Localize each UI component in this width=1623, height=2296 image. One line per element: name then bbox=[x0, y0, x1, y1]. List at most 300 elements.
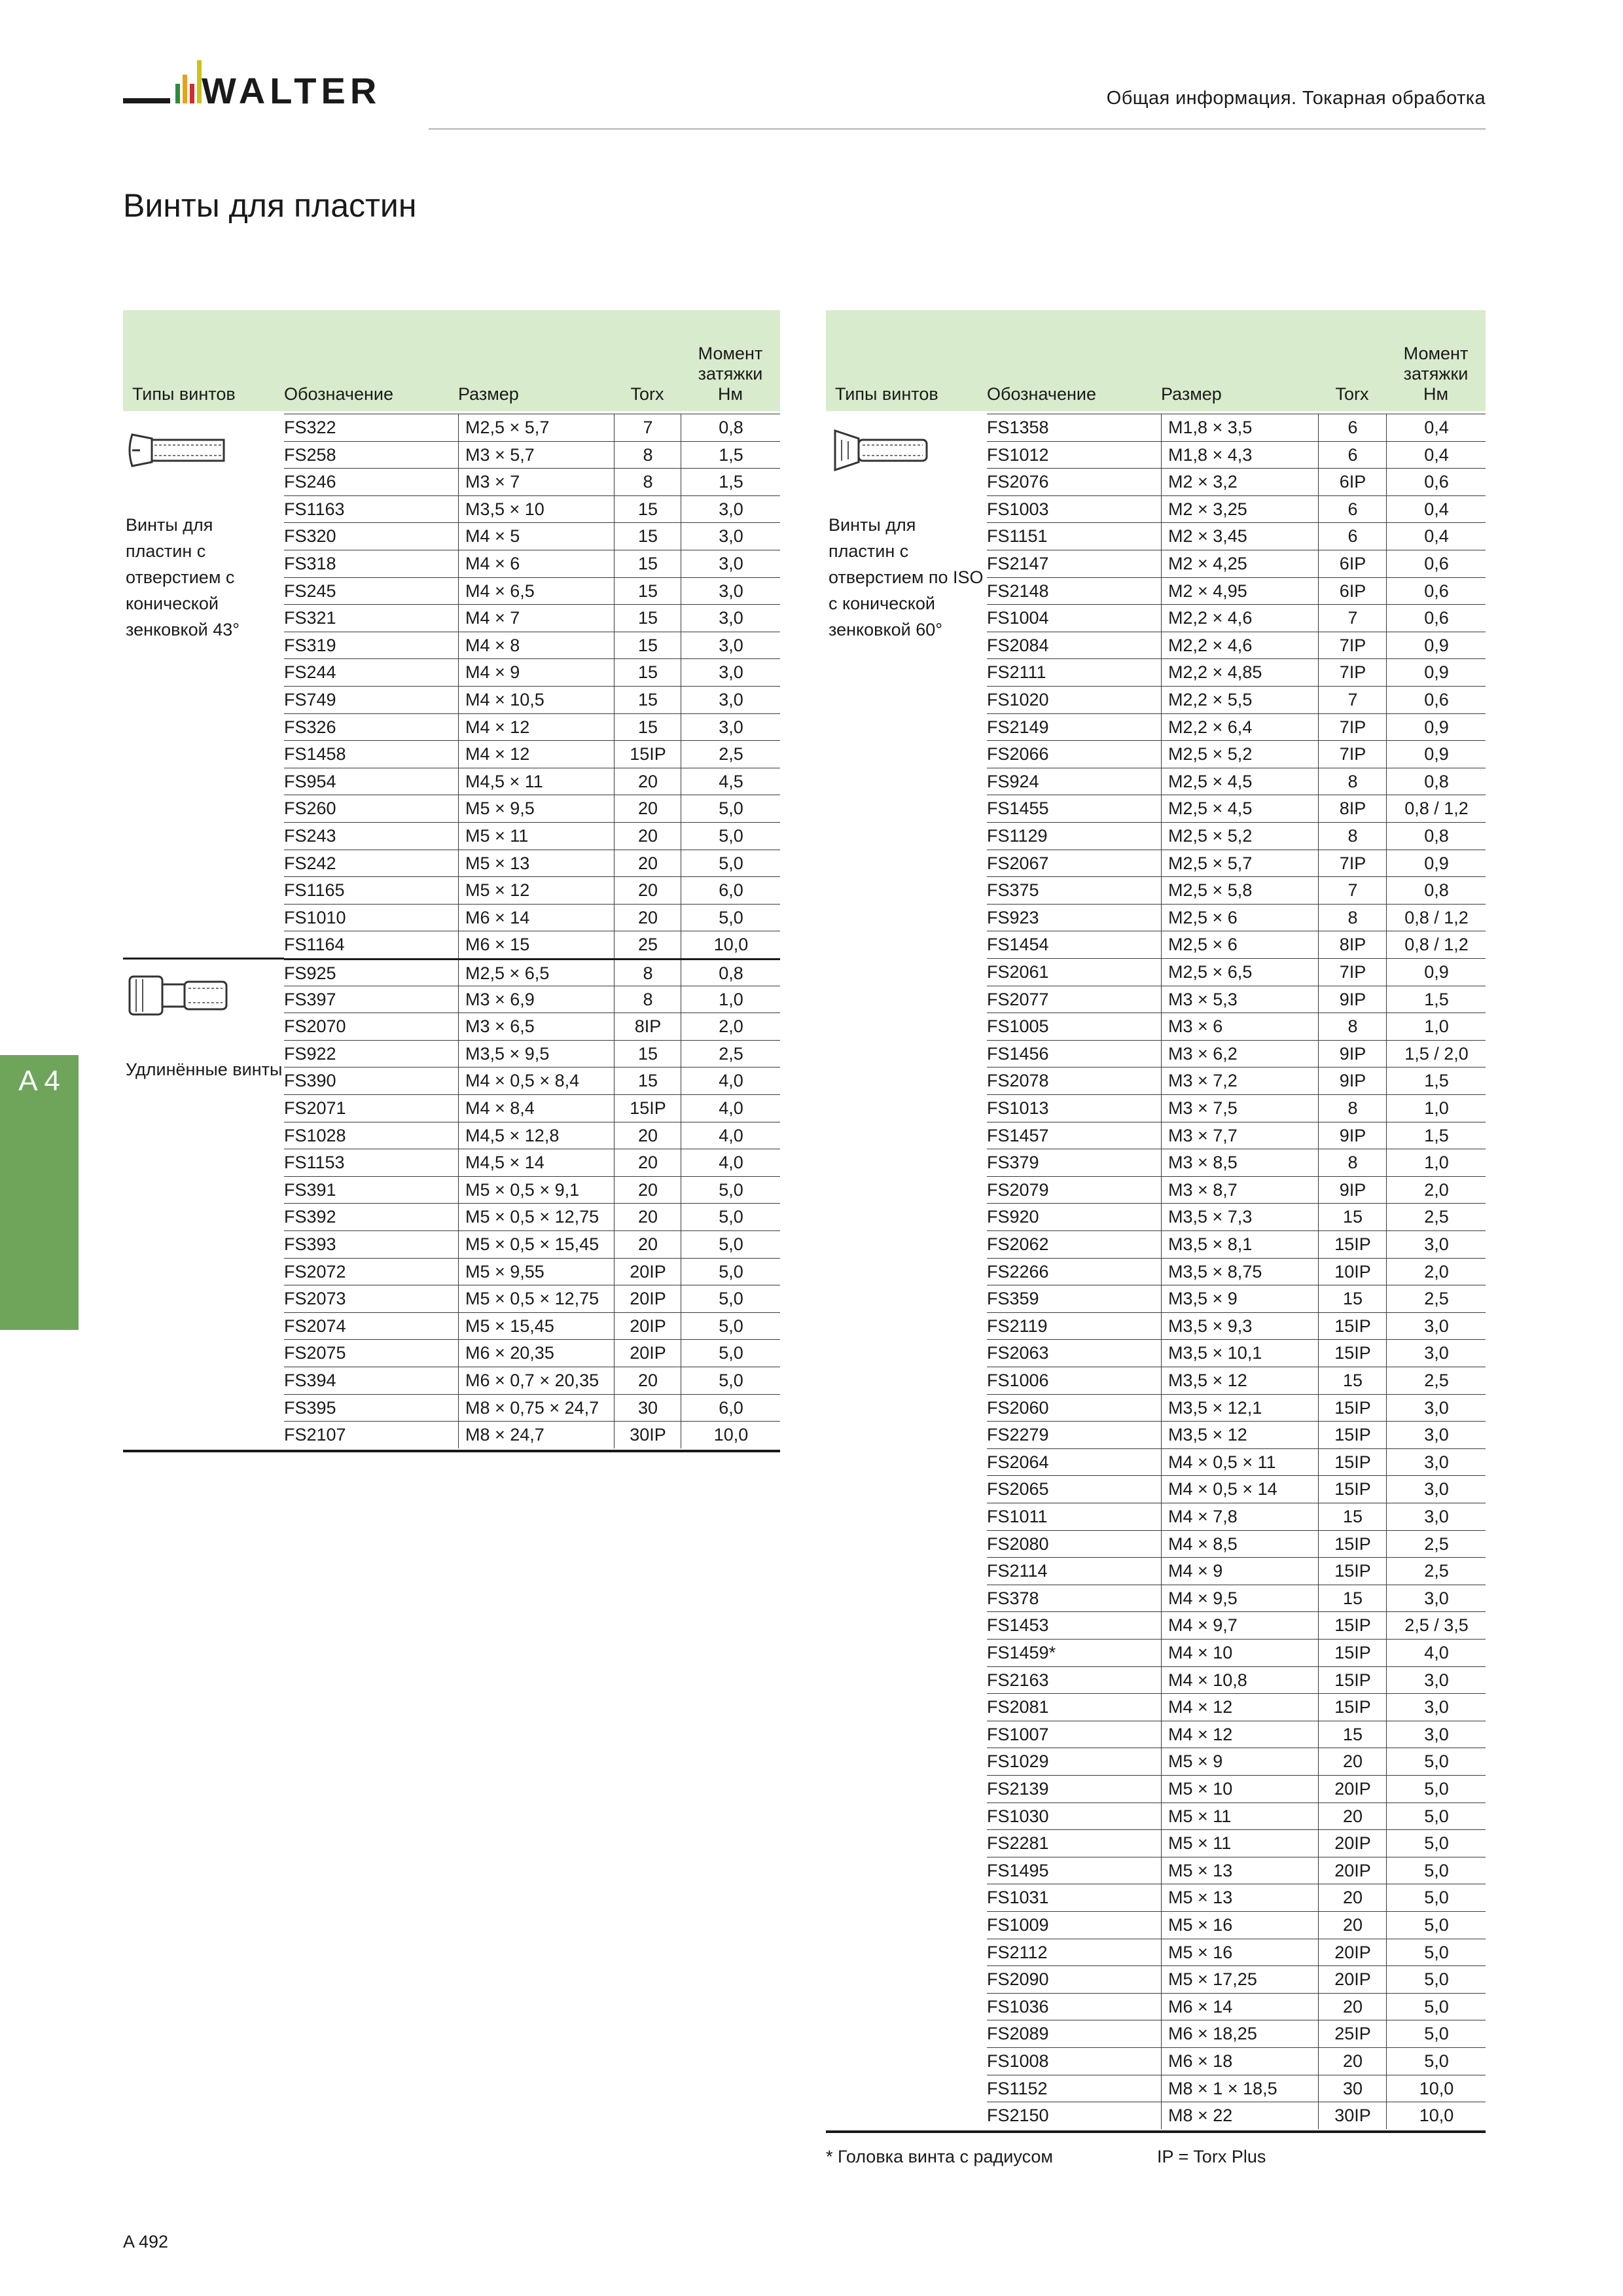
torque-cell: 0,6 bbox=[1386, 550, 1486, 577]
torx-cell: 20IP bbox=[1318, 1776, 1387, 1803]
size-cell: M4 × 7 bbox=[458, 605, 621, 632]
torx-cell: 25IP bbox=[1318, 2020, 1387, 2047]
torx-cell: 15 bbox=[1318, 1585, 1387, 1612]
torque-cell: 0,9 bbox=[1386, 659, 1486, 686]
designation-cell: FS2119 bbox=[987, 1316, 1048, 1336]
size-cell: M4 × 12 bbox=[1161, 1694, 1325, 1721]
table-row bbox=[987, 1911, 1486, 1939]
size-cell: M4 × 6 bbox=[458, 550, 621, 577]
torque-cell: 3,0 bbox=[681, 578, 781, 605]
torx-cell: 15IP bbox=[1318, 1340, 1387, 1367]
table-row bbox=[284, 577, 780, 605]
table-row bbox=[987, 1258, 1486, 1285]
size-cell: M2,2 × 4,6 bbox=[1161, 632, 1325, 659]
torx-cell: 30 bbox=[614, 1395, 681, 1422]
designation-cell: FS245 bbox=[284, 581, 336, 601]
size-cell: M3 × 7 bbox=[458, 469, 621, 495]
header-torx: Torx bbox=[630, 384, 664, 404]
torx-cell: 7IP bbox=[1318, 714, 1387, 741]
size-cell: M8 × 24,7 bbox=[458, 1422, 621, 1448]
size-cell: M3,5 × 8,75 bbox=[1161, 1259, 1325, 1285]
designation-cell: FS923 bbox=[987, 907, 1039, 927]
designation-cell: FS1003 bbox=[987, 499, 1049, 519]
torque-cell: 0,9 bbox=[1386, 959, 1486, 986]
torx-cell: 15IP bbox=[1318, 1667, 1387, 1694]
page-title: Винты для пластин bbox=[123, 187, 417, 224]
table-row bbox=[987, 658, 1486, 686]
designation-cell: FS954 bbox=[284, 771, 336, 791]
size-cell: M6 × 20,35 bbox=[458, 1340, 621, 1367]
table-row bbox=[987, 904, 1486, 931]
designation-cell: FS1457 bbox=[987, 1125, 1049, 1145]
torque-cell: 5,0 bbox=[681, 823, 781, 850]
torque-cell: 5,0 bbox=[681, 1231, 781, 1258]
torque-cell: 1,0 bbox=[1386, 1149, 1486, 1176]
torque-cell: 3,0 bbox=[1386, 1667, 1486, 1694]
size-cell: M5 × 9,5 bbox=[458, 795, 621, 822]
table-row bbox=[987, 2020, 1486, 2047]
torx-cell: 20 bbox=[614, 850, 681, 877]
torx-cell: 20 bbox=[1318, 2048, 1387, 2075]
designation-cell: FS258 bbox=[284, 444, 336, 465]
table-row bbox=[987, 822, 1486, 850]
torx-cell: 20IP bbox=[614, 1259, 681, 1285]
torque-cell: 0,8 bbox=[1386, 823, 1486, 850]
size-cell: M1,8 × 4,3 bbox=[1161, 442, 1325, 469]
torx-cell: 7 bbox=[1318, 877, 1387, 904]
torque-cell: 5,0 bbox=[681, 1367, 781, 1394]
designation-cell: FS2079 bbox=[987, 1179, 1049, 1200]
torx-cell: 20IP bbox=[1318, 1830, 1387, 1857]
torque-cell: 1,5 bbox=[1386, 986, 1486, 1013]
size-cell: M4 × 7,8 bbox=[1161, 1503, 1325, 1530]
torque-cell: 3,0 bbox=[681, 605, 781, 632]
size-cell: M3 × 8,7 bbox=[1161, 1177, 1325, 1204]
size-cell: M2 × 3,2 bbox=[1161, 469, 1325, 495]
torque-cell: 5,0 bbox=[681, 1313, 781, 1340]
torx-cell: 15 bbox=[614, 687, 681, 713]
table-row bbox=[284, 958, 780, 987]
designation-cell: FS2279 bbox=[987, 1425, 1049, 1445]
designation-cell: FS2089 bbox=[987, 2024, 1049, 2044]
torx-cell: 20 bbox=[1318, 1803, 1387, 1830]
torx-cell: 8IP bbox=[1318, 795, 1387, 822]
header-divider bbox=[429, 128, 1486, 130]
table-row bbox=[284, 931, 780, 958]
torque-cell: 0,9 bbox=[1386, 741, 1486, 768]
table-row bbox=[987, 1693, 1486, 1721]
header-title: Общая информация. Токарная обработка bbox=[1106, 88, 1486, 109]
torx-cell: 15IP bbox=[1318, 1640, 1387, 1666]
torx-cell: 15 bbox=[614, 1067, 681, 1094]
designation-cell: FS925 bbox=[284, 963, 336, 983]
table-row bbox=[987, 1939, 1486, 1966]
torx-cell: 15 bbox=[614, 1041, 681, 1067]
torque-cell: 5,0 bbox=[1386, 2048, 1486, 2075]
torque-cell: 2,5 bbox=[1386, 1558, 1486, 1585]
designation-cell: FS920 bbox=[987, 1207, 1039, 1227]
torque-cell: 4,0 bbox=[681, 1067, 781, 1094]
designation-cell: FS2072 bbox=[284, 1261, 346, 1282]
designation-cell: FS749 bbox=[284, 690, 336, 709]
designation-cell: FS2150 bbox=[987, 2106, 1049, 2126]
table-row bbox=[987, 1884, 1486, 1911]
torque-cell: 5,0 bbox=[681, 1285, 781, 1312]
size-cell: M5 × 11 bbox=[1161, 1803, 1325, 1830]
table-row bbox=[284, 522, 780, 550]
table-row bbox=[987, 1448, 1486, 1476]
size-cell: M8 × 0,75 × 24,7 bbox=[458, 1395, 621, 1422]
designation-cell: FS2073 bbox=[284, 1289, 346, 1309]
designation-cell: FS1013 bbox=[987, 1098, 1049, 1118]
size-cell: M6 × 15 bbox=[458, 931, 621, 958]
table-row bbox=[284, 1203, 780, 1230]
table-row bbox=[284, 1176, 780, 1204]
designation-cell: FS394 bbox=[284, 1371, 336, 1390]
size-cell: M3,5 × 10 bbox=[458, 496, 621, 523]
table-row bbox=[987, 1993, 1486, 2020]
size-cell: M6 × 0,7 × 20,35 bbox=[458, 1367, 621, 1394]
table-row bbox=[284, 1312, 780, 1340]
torx-cell: 6 bbox=[1318, 523, 1387, 550]
designation-cell: FS1011 bbox=[987, 1507, 1048, 1526]
torque-cell: 3,0 bbox=[1386, 1694, 1486, 1721]
table-row bbox=[987, 1666, 1486, 1694]
torx-cell: 8 bbox=[1318, 823, 1387, 850]
table-row bbox=[987, 1803, 1486, 1830]
table-row bbox=[987, 577, 1486, 605]
designation-cell: FS2075 bbox=[284, 1343, 346, 1363]
size-cell: M6 × 14 bbox=[458, 905, 621, 931]
torque-cell: 5,0 bbox=[1386, 1776, 1486, 1803]
table-row bbox=[987, 1285, 1486, 1312]
header-torx: Torx bbox=[1335, 384, 1369, 404]
designation-cell: FS922 bbox=[284, 1043, 336, 1064]
designation-cell: FS1129 bbox=[987, 826, 1048, 846]
size-cell: M3,5 × 10,1 bbox=[1161, 1340, 1325, 1367]
designation-cell: FS2061 bbox=[987, 962, 1049, 982]
designation-cell: FS379 bbox=[987, 1153, 1039, 1173]
table-bottom-rule bbox=[123, 1450, 780, 1452]
torx-cell: 15 bbox=[614, 578, 681, 605]
table-row bbox=[987, 1312, 1486, 1340]
size-cell: M3 × 7,5 bbox=[1161, 1095, 1325, 1122]
torque-cell: 0,6 bbox=[1386, 578, 1486, 605]
size-cell: M5 × 0,5 × 12,75 bbox=[458, 1285, 621, 1312]
designation-cell: FS2065 bbox=[987, 1479, 1049, 1499]
table-row bbox=[284, 795, 780, 822]
table-row bbox=[987, 1639, 1486, 1666]
designation-cell: FS2281 bbox=[987, 1833, 1049, 1854]
torque-cell: 2,5 bbox=[681, 741, 781, 768]
designation-cell: FS378 bbox=[987, 1588, 1039, 1608]
table-row bbox=[987, 441, 1486, 469]
table-row bbox=[284, 822, 780, 850]
table-row bbox=[284, 1421, 780, 1448]
size-cell: M4 × 12 bbox=[458, 714, 621, 741]
table-row bbox=[284, 658, 780, 686]
screw-type-label: Винты для пластин с отверстием по ISO с конической зенковкой 60° bbox=[829, 515, 984, 639]
torque-cell: 10,0 bbox=[681, 1422, 781, 1448]
designation-cell: FS1495 bbox=[987, 1860, 1049, 1880]
table-row bbox=[987, 876, 1486, 904]
size-cell: M2 × 4,25 bbox=[1161, 550, 1325, 577]
torx-cell: 9IP bbox=[1318, 1122, 1387, 1149]
size-cell: M5 × 10 bbox=[1161, 1776, 1325, 1803]
table-row bbox=[987, 1176, 1486, 1204]
torx-cell: 20 bbox=[614, 1177, 681, 1204]
torque-cell: 3,0 bbox=[681, 659, 781, 686]
size-cell: M4 × 5 bbox=[458, 523, 621, 550]
table-row bbox=[987, 1122, 1486, 1149]
designation-cell: FS318 bbox=[284, 554, 336, 573]
size-cell: M2,2 × 6,4 bbox=[1161, 714, 1325, 741]
table-row bbox=[987, 1394, 1486, 1422]
designation-cell: FS1036 bbox=[987, 1996, 1049, 2017]
torque-cell: 0,6 bbox=[1386, 687, 1486, 713]
torque-cell: 10,0 bbox=[1386, 2075, 1486, 2102]
designation-cell: FS2163 bbox=[987, 1670, 1049, 1690]
designation-cell: FS2067 bbox=[987, 853, 1049, 873]
torque-cell: 2,5 bbox=[1386, 1285, 1486, 1312]
torx-cell: 15 bbox=[614, 605, 681, 632]
torx-cell: 15 bbox=[1318, 1503, 1387, 1530]
table-row bbox=[987, 686, 1486, 713]
table-row bbox=[987, 1367, 1486, 1394]
section-tab-label: A 4 bbox=[18, 1065, 60, 1097]
torx-cell: 20IP bbox=[1318, 1857, 1387, 1884]
torx-cell: 6 bbox=[1318, 442, 1387, 469]
designation-cell: FS395 bbox=[284, 1397, 336, 1418]
torx-cell: 7IP bbox=[1318, 741, 1387, 768]
table-row bbox=[284, 1339, 780, 1367]
group-divider bbox=[123, 958, 284, 960]
size-cell: M4 × 12 bbox=[1161, 1721, 1325, 1748]
table-row bbox=[987, 1203, 1486, 1230]
torx-cell: 15 bbox=[1318, 1367, 1387, 1394]
torx-cell: 20IP bbox=[614, 1313, 681, 1340]
torque-cell: 10,0 bbox=[681, 931, 781, 958]
size-cell: M3,5 × 12,1 bbox=[1161, 1395, 1325, 1422]
torque-cell: 3,0 bbox=[1386, 1340, 1486, 1367]
table-row bbox=[987, 1013, 1486, 1040]
table-row bbox=[284, 632, 780, 659]
table-row bbox=[987, 1067, 1486, 1094]
size-cell: M2,5 × 4,5 bbox=[1161, 795, 1325, 822]
torx-cell: 20 bbox=[614, 768, 681, 795]
designation-cell: FS2139 bbox=[987, 1779, 1049, 1799]
table-row bbox=[987, 468, 1486, 495]
table-row bbox=[284, 713, 780, 741]
size-cell: M4 × 0,5 × 8,4 bbox=[458, 1067, 621, 1094]
size-cell: M3 × 7,7 bbox=[1161, 1122, 1325, 1149]
torx-cell: 15IP bbox=[1318, 1612, 1387, 1639]
table-row bbox=[284, 876, 780, 904]
torque-cell: 0,8 bbox=[1386, 877, 1486, 904]
torque-cell: 2,5 bbox=[1386, 1531, 1486, 1558]
designation-cell: FS2147 bbox=[987, 554, 1049, 573]
designation-cell: FS2266 bbox=[987, 1261, 1049, 1282]
size-cell: M3 × 8,5 bbox=[1161, 1149, 1325, 1176]
torx-cell: 8 bbox=[614, 469, 681, 495]
size-cell: M4 × 10 bbox=[1161, 1640, 1325, 1666]
size-cell: M2 × 4,95 bbox=[1161, 578, 1325, 605]
torx-cell: 15IP bbox=[1318, 1531, 1387, 1558]
size-cell: M6 × 18 bbox=[1161, 2048, 1325, 2075]
designation-cell: FS2071 bbox=[284, 1098, 346, 1118]
torque-cell: 0,8 bbox=[1386, 768, 1486, 795]
torque-cell: 5,0 bbox=[1386, 1994, 1486, 2020]
torx-cell: 30 bbox=[1318, 2075, 1387, 2102]
torx-cell: 8 bbox=[614, 986, 681, 1013]
torque-cell: 1,5 bbox=[681, 442, 781, 469]
size-cell: M4 × 10,5 bbox=[458, 687, 621, 713]
torque-cell: 0,8 / 1,2 bbox=[1386, 931, 1486, 958]
size-cell: M2,2 × 4,85 bbox=[1161, 659, 1325, 686]
designation-cell: FS1455 bbox=[987, 798, 1049, 819]
table-row bbox=[987, 740, 1486, 768]
torx-cell: 15IP bbox=[1318, 1422, 1387, 1448]
designation-cell: FS2090 bbox=[987, 1969, 1049, 1990]
table-row bbox=[284, 1013, 780, 1040]
table-row bbox=[987, 1475, 1486, 1503]
torx-cell: 30IP bbox=[614, 1422, 681, 1448]
size-cell: M3,5 × 9 bbox=[1161, 1285, 1325, 1312]
table-row bbox=[987, 1094, 1486, 1122]
torx-cell: 7IP bbox=[1318, 959, 1387, 986]
designation-cell: FS1028 bbox=[284, 1125, 346, 1145]
table-row bbox=[284, 850, 780, 877]
designation-cell: FS2078 bbox=[987, 1071, 1049, 1091]
torque-cell: 0,9 bbox=[1386, 632, 1486, 659]
torx-cell: 7 bbox=[1318, 605, 1387, 632]
header-torque: Момент затяжки Нм bbox=[1403, 344, 1469, 404]
torque-cell: 1,0 bbox=[1386, 1095, 1486, 1122]
torque-cell: 1,5 bbox=[1386, 1067, 1486, 1094]
torque-cell: 3,0 bbox=[681, 687, 781, 713]
table-row bbox=[284, 1230, 780, 1258]
torque-cell: 5,0 bbox=[681, 1204, 781, 1230]
designation-cell: FS1456 bbox=[987, 1043, 1049, 1064]
torque-cell: 2,0 bbox=[681, 1013, 781, 1040]
torx-cell: 8 bbox=[1318, 905, 1387, 931]
designation-cell: FS244 bbox=[284, 662, 336, 683]
table-row bbox=[987, 713, 1486, 741]
brand-text: WALTER bbox=[202, 70, 382, 111]
table-row bbox=[987, 1611, 1486, 1639]
torx-cell: 8 bbox=[1318, 1095, 1387, 1122]
torque-cell: 0,8 bbox=[681, 414, 781, 441]
table-row bbox=[987, 495, 1486, 523]
table-row bbox=[284, 1367, 780, 1394]
table-row bbox=[987, 1748, 1486, 1775]
designation-cell: FS2064 bbox=[987, 1452, 1049, 1472]
torx-cell: 8IP bbox=[1318, 931, 1387, 958]
torque-cell: 3,0 bbox=[681, 632, 781, 659]
size-cell: M2,5 × 5,2 bbox=[1161, 741, 1325, 768]
torque-cell: 5,0 bbox=[1386, 1830, 1486, 1857]
torque-cell: 4,5 bbox=[681, 768, 781, 795]
designation-cell: FS2074 bbox=[284, 1316, 346, 1336]
torque-cell: 3,0 bbox=[1386, 1395, 1486, 1422]
size-cell: M5 × 16 bbox=[1161, 1912, 1325, 1939]
designation-cell: FS1009 bbox=[987, 1915, 1049, 1935]
table-row bbox=[284, 904, 780, 931]
torque-cell: 2,5 bbox=[1386, 1204, 1486, 1230]
size-cell: M4 × 6,5 bbox=[458, 578, 621, 605]
screw-type-label: Удлинённые винты bbox=[126, 1060, 283, 1079]
torx-cell: 20IP bbox=[1318, 1939, 1387, 1966]
torque-cell: 2,5 bbox=[681, 1041, 781, 1067]
header-size: Размер bbox=[458, 384, 519, 404]
designation-cell: FS1005 bbox=[987, 1016, 1049, 1037]
table-row bbox=[987, 768, 1486, 795]
size-cell: M2,5 × 6 bbox=[1161, 905, 1325, 931]
table-row bbox=[284, 550, 780, 577]
size-cell: M2,2 × 5,5 bbox=[1161, 687, 1325, 713]
table-row bbox=[987, 1775, 1486, 1803]
torx-cell: 20 bbox=[1318, 1748, 1387, 1775]
designation-cell: FS1164 bbox=[284, 935, 345, 955]
size-cell: M5 × 13 bbox=[1161, 1857, 1325, 1884]
table-header bbox=[123, 310, 780, 411]
torque-cell: 2,0 bbox=[1386, 1259, 1486, 1285]
torx-cell: 7IP bbox=[1318, 632, 1387, 659]
size-cell: M3,5 × 7,3 bbox=[1161, 1204, 1325, 1230]
torque-cell: 3,0 bbox=[1386, 1721, 1486, 1748]
designation-cell: FS242 bbox=[284, 853, 336, 873]
torque-cell: 2,5 / 3,5 bbox=[1386, 1612, 1486, 1639]
table-row bbox=[987, 1557, 1486, 1585]
designation-cell: FS924 bbox=[987, 771, 1039, 791]
header-size: Размер bbox=[1161, 384, 1222, 404]
size-cell: M4 × 0,5 × 14 bbox=[1161, 1476, 1325, 1503]
table-row bbox=[987, 1040, 1486, 1067]
torx-cell: 7IP bbox=[1318, 659, 1387, 686]
table-row bbox=[987, 2102, 1486, 2129]
designation-cell: FS2077 bbox=[987, 989, 1049, 1009]
size-cell: M5 × 13 bbox=[1161, 1884, 1325, 1911]
torque-cell: 0,4 bbox=[1386, 442, 1486, 469]
table-row bbox=[987, 1829, 1486, 1857]
designation-cell: FS375 bbox=[987, 880, 1039, 901]
table-row bbox=[987, 1530, 1486, 1558]
torx-cell: 6 bbox=[1318, 496, 1387, 523]
torx-cell: 6IP bbox=[1318, 550, 1387, 577]
header-torque: Момент затяжки Нм bbox=[698, 344, 763, 404]
torx-cell: 10IP bbox=[1318, 1259, 1387, 1285]
torque-cell: 5,0 bbox=[1386, 1939, 1486, 1966]
designation-cell: FS2076 bbox=[987, 472, 1049, 492]
size-cell: M5 × 0,5 × 12,75 bbox=[458, 1204, 621, 1230]
torque-cell: 0,4 bbox=[1386, 496, 1486, 523]
size-cell: M5 × 12 bbox=[458, 877, 621, 904]
size-cell: M3 × 5,3 bbox=[1161, 986, 1325, 1013]
torx-cell: 7 bbox=[614, 414, 681, 441]
torque-cell: 3,0 bbox=[1386, 1313, 1486, 1340]
table-row bbox=[284, 1394, 780, 1422]
designation-cell: FS1459* bbox=[987, 1643, 1056, 1662]
screw-type-label: Винты для пластин с отверстием с конической зенковкой 43° bbox=[126, 515, 240, 639]
torque-cell: 0,8 / 1,2 bbox=[1386, 905, 1486, 931]
designation-cell: FS326 bbox=[284, 717, 336, 737]
header-code: Обозначение bbox=[284, 384, 393, 404]
table-row bbox=[987, 795, 1486, 822]
size-cell: M3,5 × 12 bbox=[1161, 1422, 1325, 1448]
table-row bbox=[987, 1721, 1486, 1748]
size-cell: M4 × 9,5 bbox=[1161, 1585, 1325, 1612]
size-cell: M3 × 7,2 bbox=[1161, 1067, 1325, 1094]
